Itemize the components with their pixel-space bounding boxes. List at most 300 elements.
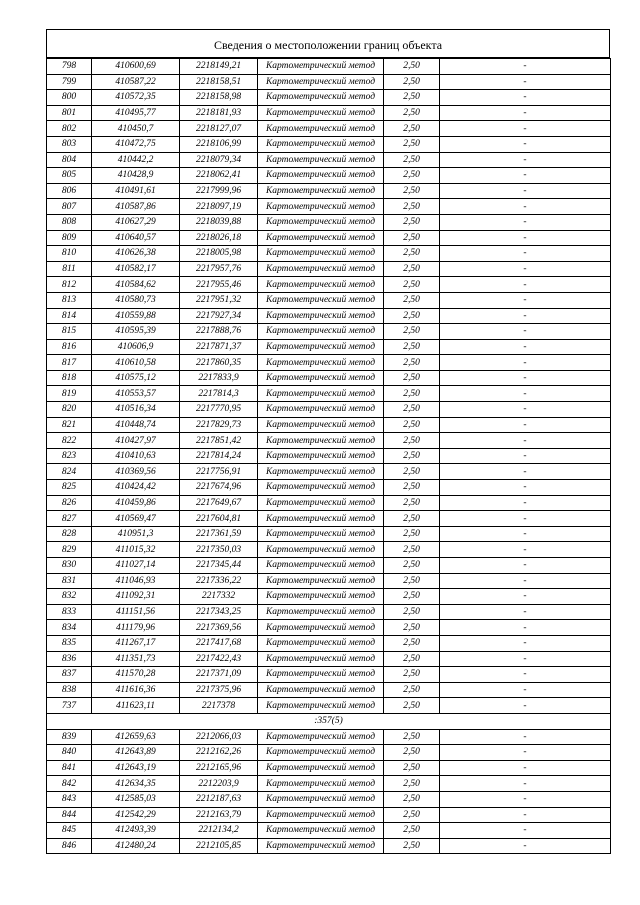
table-row [47, 59, 611, 75]
table-row [47, 511, 611, 527]
table-row [47, 448, 611, 464]
table-row [47, 667, 611, 683]
accuracy: 2,50 [384, 573, 440, 589]
accuracy: 2,50 [384, 760, 440, 776]
accuracy: 2,50 [384, 355, 440, 371]
description: - [440, 620, 611, 636]
table-row [47, 760, 611, 776]
coord-x: 410606,9 [92, 339, 180, 355]
coord-y: 2217829,73 [180, 417, 258, 433]
accuracy: 2,50 [384, 152, 440, 168]
method: Картометрический метод [258, 682, 384, 698]
point-number: 846 [47, 838, 92, 854]
accuracy: 2,50 [384, 386, 440, 402]
coord-x: 410572,35 [92, 90, 180, 106]
coord-y: 2217871,37 [180, 339, 258, 355]
method: Картометрический метод [258, 807, 384, 823]
method: Картометрический метод [258, 355, 384, 371]
coord-x: 410627,29 [92, 214, 180, 230]
method: Картометрический метод [258, 698, 384, 714]
method: Картометрический метод [258, 136, 384, 152]
accuracy: 2,50 [384, 480, 440, 496]
description: - [440, 105, 611, 121]
method: Картометрический метод [258, 308, 384, 324]
coord-x: 410595,39 [92, 324, 180, 340]
coord-y: 2217417,68 [180, 635, 258, 651]
point-number: 845 [47, 823, 92, 839]
point-number: 804 [47, 152, 92, 168]
coord-x: 412542,29 [92, 807, 180, 823]
accuracy: 2,50 [384, 339, 440, 355]
coord-y: 2212165,96 [180, 760, 258, 776]
method: Картометрический метод [258, 729, 384, 745]
description: - [440, 324, 611, 340]
point-number: 838 [47, 682, 92, 698]
point-number: 832 [47, 589, 92, 605]
table-title: Сведения о местоположении границ объекта [46, 29, 610, 58]
table-row [47, 261, 611, 277]
coord-x: 412643,19 [92, 760, 180, 776]
description: - [440, 308, 611, 324]
accuracy: 2,50 [384, 651, 440, 667]
boundary-sheet [46, 29, 610, 854]
point-number: 836 [47, 651, 92, 667]
coord-x: 410600,69 [92, 59, 180, 75]
coord-y: 2217369,56 [180, 620, 258, 636]
coord-y: 2212187,63 [180, 791, 258, 807]
point-number: 802 [47, 121, 92, 137]
coord-x: 410516,34 [92, 402, 180, 418]
coord-x: 410640,57 [92, 230, 180, 246]
coord-x: 411151,56 [92, 604, 180, 620]
table-row [47, 745, 611, 761]
description: - [440, 261, 611, 277]
accuracy: 2,50 [384, 90, 440, 106]
method: Картометрический метод [258, 823, 384, 839]
coord-y: 2217955,46 [180, 277, 258, 293]
description: - [440, 199, 611, 215]
point-number: 825 [47, 480, 92, 496]
point-number: 830 [47, 558, 92, 574]
coord-y: 2218062,41 [180, 168, 258, 184]
method: Картометрический метод [258, 230, 384, 246]
method: Картометрический метод [258, 791, 384, 807]
description: - [440, 464, 611, 480]
method: Картометрический метод [258, 433, 384, 449]
point-number: 819 [47, 386, 92, 402]
section-row [47, 713, 611, 729]
coord-y: 2217756,91 [180, 464, 258, 480]
coord-y: 2217674,96 [180, 480, 258, 496]
coord-x: 410369,56 [92, 464, 180, 480]
coord-y: 2218181,93 [180, 105, 258, 121]
accuracy: 2,50 [384, 729, 440, 745]
coord-y: 2212105,85 [180, 838, 258, 854]
accuracy: 2,50 [384, 402, 440, 418]
table-row [47, 230, 611, 246]
description: - [440, 402, 611, 418]
coord-x: 412634,35 [92, 776, 180, 792]
point-number: 737 [47, 698, 92, 714]
method: Картометрический метод [258, 402, 384, 418]
description: - [440, 183, 611, 199]
method: Картометрический метод [258, 604, 384, 620]
table-row [47, 604, 611, 620]
coord-y: 2218158,98 [180, 90, 258, 106]
description: - [440, 168, 611, 184]
description: - [440, 791, 611, 807]
accuracy: 2,50 [384, 464, 440, 480]
table-row [47, 277, 611, 293]
point-number: 839 [47, 729, 92, 745]
description: - [440, 729, 611, 745]
coord-y: 2217375,96 [180, 682, 258, 698]
description: - [440, 292, 611, 308]
coord-x: 411570,28 [92, 667, 180, 683]
method: Картометрический метод [258, 292, 384, 308]
coord-x: 410587,86 [92, 199, 180, 215]
coord-y: 2217345,44 [180, 558, 258, 574]
coord-y: 2217350,03 [180, 542, 258, 558]
coord-y: 2217814,3 [180, 386, 258, 402]
method: Картометрический метод [258, 745, 384, 761]
coord-x: 410569,47 [92, 511, 180, 527]
method: Картометрический метод [258, 324, 384, 340]
coord-x: 410448,74 [92, 417, 180, 433]
coord-x: 410584,62 [92, 277, 180, 293]
accuracy: 2,50 [384, 823, 440, 839]
table-row [47, 464, 611, 480]
accuracy: 2,50 [384, 620, 440, 636]
point-number: 801 [47, 105, 92, 121]
point-number: 807 [47, 199, 92, 215]
table-row [47, 183, 611, 199]
table-row [47, 136, 611, 152]
method: Картометрический метод [258, 261, 384, 277]
coord-y: 2218106,99 [180, 136, 258, 152]
coord-y: 2218005,98 [180, 246, 258, 262]
table-row [47, 589, 611, 605]
coord-y: 2212203,9 [180, 776, 258, 792]
description: - [440, 417, 611, 433]
method: Картометрический метод [258, 386, 384, 402]
method: Картометрический метод [258, 526, 384, 542]
accuracy: 2,50 [384, 121, 440, 137]
method: Картометрический метод [258, 838, 384, 854]
coord-y: 2218149,21 [180, 59, 258, 75]
coord-x: 410410,63 [92, 448, 180, 464]
accuracy: 2,50 [384, 838, 440, 854]
point-number: 827 [47, 511, 92, 527]
point-number: 824 [47, 464, 92, 480]
table-row [47, 402, 611, 418]
description: - [440, 823, 611, 839]
coord-y: 2218097,19 [180, 199, 258, 215]
method: Картометрический метод [258, 635, 384, 651]
table-row [47, 526, 611, 542]
accuracy: 2,50 [384, 308, 440, 324]
coordinates-table [46, 58, 611, 854]
method: Картометрический метод [258, 214, 384, 230]
method: Картометрический метод [258, 448, 384, 464]
point-number: 809 [47, 230, 92, 246]
point-number: 806 [47, 183, 92, 199]
description: - [440, 386, 611, 402]
description: - [440, 604, 611, 620]
coord-y: 2217957,76 [180, 261, 258, 277]
table-row [47, 417, 611, 433]
method: Картометрический метод [258, 511, 384, 527]
description: - [440, 682, 611, 698]
point-number: 831 [47, 573, 92, 589]
method: Картометрический метод [258, 417, 384, 433]
point-number: 820 [47, 402, 92, 418]
coord-x: 412585,03 [92, 791, 180, 807]
table-row [47, 199, 611, 215]
coord-y: 2217770,95 [180, 402, 258, 418]
method: Картометрический метод [258, 760, 384, 776]
coord-y: 2217999,96 [180, 183, 258, 199]
description: - [440, 698, 611, 714]
point-number: 813 [47, 292, 92, 308]
method: Картометрический метод [258, 495, 384, 511]
accuracy: 2,50 [384, 324, 440, 340]
method: Картометрический метод [258, 620, 384, 636]
description: - [440, 433, 611, 449]
table-row [47, 339, 611, 355]
coord-y: 2217332 [180, 589, 258, 605]
description: - [440, 667, 611, 683]
coord-y: 2217888,76 [180, 324, 258, 340]
point-number: 811 [47, 261, 92, 277]
coord-x: 410575,12 [92, 370, 180, 386]
coord-x: 410559,88 [92, 308, 180, 324]
description: - [440, 339, 611, 355]
accuracy: 2,50 [384, 604, 440, 620]
point-number: 817 [47, 355, 92, 371]
description: - [440, 59, 611, 75]
description: - [440, 635, 611, 651]
table-row [47, 495, 611, 511]
point-number: 844 [47, 807, 92, 823]
table-row [47, 168, 611, 184]
point-number: 818 [47, 370, 92, 386]
coord-x: 410459,86 [92, 495, 180, 511]
coord-y: 2217422,43 [180, 651, 258, 667]
coord-x: 411616,36 [92, 682, 180, 698]
accuracy: 2,50 [384, 589, 440, 605]
coord-x: 410580,73 [92, 292, 180, 308]
coord-y: 2218026,18 [180, 230, 258, 246]
method: Картометрический метод [258, 558, 384, 574]
coord-x: 410442,2 [92, 152, 180, 168]
point-number: 800 [47, 90, 92, 106]
coord-x: 410428,9 [92, 168, 180, 184]
coord-x: 411046,93 [92, 573, 180, 589]
description: - [440, 776, 611, 792]
point-number: 816 [47, 339, 92, 355]
coord-x: 410951,3 [92, 526, 180, 542]
method: Картометрический метод [258, 464, 384, 480]
coord-y: 2217371,09 [180, 667, 258, 683]
coord-x: 411179,96 [92, 620, 180, 636]
accuracy: 2,50 [384, 807, 440, 823]
accuracy: 2,50 [384, 698, 440, 714]
accuracy: 2,50 [384, 791, 440, 807]
coord-x: 410450,7 [92, 121, 180, 137]
coord-y: 2217851,42 [180, 433, 258, 449]
coord-y: 2217951,32 [180, 292, 258, 308]
coord-y: 2217814,24 [180, 448, 258, 464]
point-number: 840 [47, 745, 92, 761]
accuracy: 2,50 [384, 136, 440, 152]
description: - [440, 246, 611, 262]
method: Картометрический метод [258, 90, 384, 106]
point-number: 805 [47, 168, 92, 184]
coord-x: 412480,24 [92, 838, 180, 854]
accuracy: 2,50 [384, 261, 440, 277]
description: - [440, 355, 611, 371]
coord-y: 2217336,22 [180, 573, 258, 589]
description: - [440, 448, 611, 464]
table-row [47, 152, 611, 168]
accuracy: 2,50 [384, 776, 440, 792]
point-number: 829 [47, 542, 92, 558]
table-row [47, 214, 611, 230]
description: - [440, 152, 611, 168]
accuracy: 2,50 [384, 448, 440, 464]
table-row [47, 370, 611, 386]
description: - [440, 573, 611, 589]
point-number: 835 [47, 635, 92, 651]
point-number: 821 [47, 417, 92, 433]
accuracy: 2,50 [384, 542, 440, 558]
accuracy: 2,50 [384, 214, 440, 230]
description: - [440, 495, 611, 511]
coord-x: 410491,61 [92, 183, 180, 199]
coord-y: 2212163,79 [180, 807, 258, 823]
point-number: 815 [47, 324, 92, 340]
coord-y: 2212162,26 [180, 745, 258, 761]
method: Картометрический метод [258, 183, 384, 199]
accuracy: 2,50 [384, 277, 440, 293]
table-row [47, 823, 611, 839]
accuracy: 2,50 [384, 292, 440, 308]
method: Картометрический метод [258, 651, 384, 667]
description: - [440, 121, 611, 137]
table-row [47, 246, 611, 262]
table-row [47, 542, 611, 558]
point-number: 822 [47, 433, 92, 449]
point-number: 834 [47, 620, 92, 636]
table-row [47, 682, 611, 698]
accuracy: 2,50 [384, 558, 440, 574]
coord-y: 2218079,34 [180, 152, 258, 168]
description: - [440, 589, 611, 605]
table-row [47, 838, 611, 854]
coord-x: 412659,63 [92, 729, 180, 745]
method: Картометрический метод [258, 121, 384, 137]
method: Картометрический метод [258, 542, 384, 558]
method: Картометрический метод [258, 59, 384, 75]
coord-x: 410424,42 [92, 480, 180, 496]
accuracy: 2,50 [384, 246, 440, 262]
coord-y: 2218158,51 [180, 74, 258, 90]
description: - [440, 807, 611, 823]
method: Картометрический метод [258, 277, 384, 293]
accuracy: 2,50 [384, 682, 440, 698]
description: - [440, 838, 611, 854]
coord-x: 412493,39 [92, 823, 180, 839]
coord-x: 411351,73 [92, 651, 180, 667]
description: - [440, 558, 611, 574]
table-row [47, 558, 611, 574]
point-number: 823 [47, 448, 92, 464]
coord-y: 2217604,81 [180, 511, 258, 527]
table-row [47, 651, 611, 667]
table-row [47, 573, 611, 589]
method: Картометрический метод [258, 339, 384, 355]
accuracy: 2,50 [384, 105, 440, 121]
table-row [47, 308, 611, 324]
point-number: 803 [47, 136, 92, 152]
coord-y: 2217343,25 [180, 604, 258, 620]
coord-y: 2218039,88 [180, 214, 258, 230]
accuracy: 2,50 [384, 433, 440, 449]
coord-x: 411015,32 [92, 542, 180, 558]
table-row [47, 90, 611, 106]
table-row [47, 386, 611, 402]
table-row [47, 729, 611, 745]
coord-x: 410587,22 [92, 74, 180, 90]
coord-x: 411027,14 [92, 558, 180, 574]
description: - [440, 230, 611, 246]
point-number: 833 [47, 604, 92, 620]
description: - [440, 480, 611, 496]
coord-x: 411623,11 [92, 698, 180, 714]
point-number: 814 [47, 308, 92, 324]
description: - [440, 90, 611, 106]
coord-y: 2217927,34 [180, 308, 258, 324]
table-row [47, 355, 611, 371]
coord-x: 411267,17 [92, 635, 180, 651]
description: - [440, 651, 611, 667]
table-row [47, 807, 611, 823]
method: Картометрический метод [258, 667, 384, 683]
accuracy: 2,50 [384, 74, 440, 90]
accuracy: 2,50 [384, 230, 440, 246]
coord-y: 2217860,35 [180, 355, 258, 371]
table-row [47, 292, 611, 308]
table-row [47, 324, 611, 340]
accuracy: 2,50 [384, 745, 440, 761]
table-row [47, 74, 611, 90]
accuracy: 2,50 [384, 526, 440, 542]
coord-y: 2217833,9 [180, 370, 258, 386]
description: - [440, 542, 611, 558]
coord-y: 2218127,07 [180, 121, 258, 137]
table-row [47, 480, 611, 496]
accuracy: 2,50 [384, 59, 440, 75]
point-number: 810 [47, 246, 92, 262]
point-number: 798 [47, 59, 92, 75]
method: Картометрический метод [258, 74, 384, 90]
point-number: 842 [47, 776, 92, 792]
table-row [47, 620, 611, 636]
point-number: 828 [47, 526, 92, 542]
method: Картометрический метод [258, 480, 384, 496]
description: - [440, 760, 611, 776]
